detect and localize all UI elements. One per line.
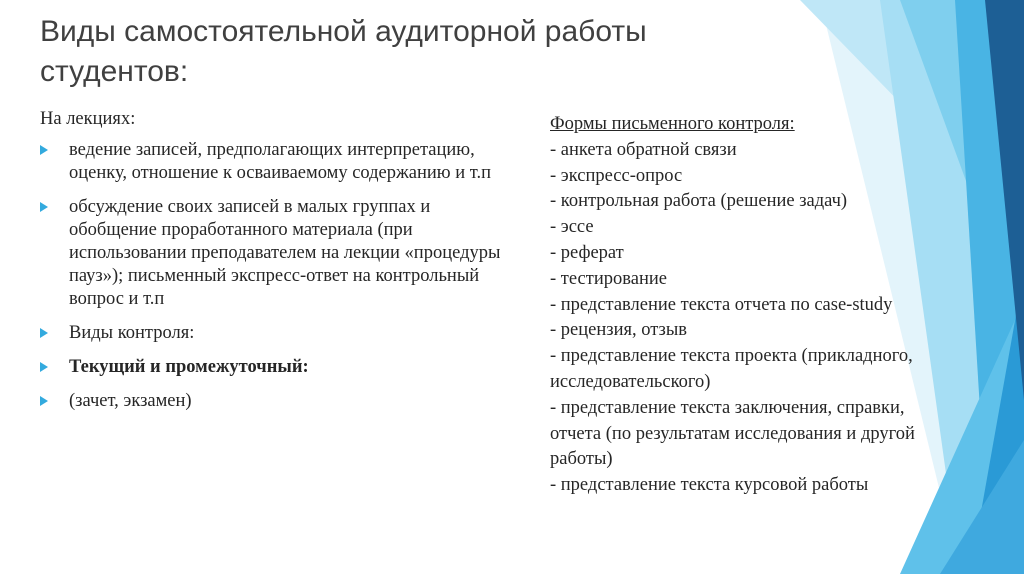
bullet-text: обсуждение своих записей в малых группах и обобщение проработанного материала (при использовании преподавателем на лекции «процедуры пауз»); письменный экспресс-ответ на контрольный вопрос и т.п xyxy=(69,197,501,309)
list-item xyxy=(40,322,520,345)
list-item: - представление текста проекта (прикладного, исследовательского) xyxy=(550,346,913,392)
list-item: - контрольная работа (решение задач) xyxy=(550,191,848,212)
list-item xyxy=(40,390,520,413)
list-item: - эссе xyxy=(550,217,594,238)
bullet-text: ведение записей, предполагающих интерпретацию, оценку, отношение к осваиваемому содержанию и т.п xyxy=(69,140,491,183)
written-control-list xyxy=(550,138,930,499)
slide-title: Виды самостоятельной аудиторной работы студентов: xyxy=(40,15,647,88)
triangle-bullet-icon xyxy=(40,362,48,372)
list-item xyxy=(40,196,520,311)
list-item: - экспресс-опрос xyxy=(550,165,683,186)
list-item: - представление текста курсовой работы xyxy=(550,475,869,496)
triangle-bullet-icon xyxy=(40,145,48,155)
lecture-bullet-list xyxy=(40,139,520,413)
triangle-bullet-icon xyxy=(40,396,48,406)
written-control-column xyxy=(550,112,930,499)
bullet-text: Виды контроля: xyxy=(69,323,195,343)
list-item xyxy=(40,356,520,379)
bullet-text: (зачет, экзамен) xyxy=(69,391,192,411)
lecture-intro: На лекциях: xyxy=(40,109,136,129)
list-item: - представление текста отчета по case-study xyxy=(550,294,893,315)
list-item: - реферат xyxy=(550,242,624,263)
written-control-heading: Формы письменного контроля: xyxy=(550,114,795,134)
triangle-bullet-icon xyxy=(40,202,48,212)
list-item: - тестирование xyxy=(550,268,667,289)
bullet-text: Текущий и промежуточный: xyxy=(69,357,309,377)
list-item: - представление текста заключения, справки, отчета (по результатам исследования и другой работы) xyxy=(550,397,915,470)
list-item xyxy=(40,139,520,185)
list-item: - рецензия, отзыв xyxy=(550,320,688,341)
triangle-bullet-icon xyxy=(40,328,48,338)
lecture-activities-column xyxy=(40,108,520,424)
list-item: - анкета обратной связи xyxy=(550,139,737,160)
